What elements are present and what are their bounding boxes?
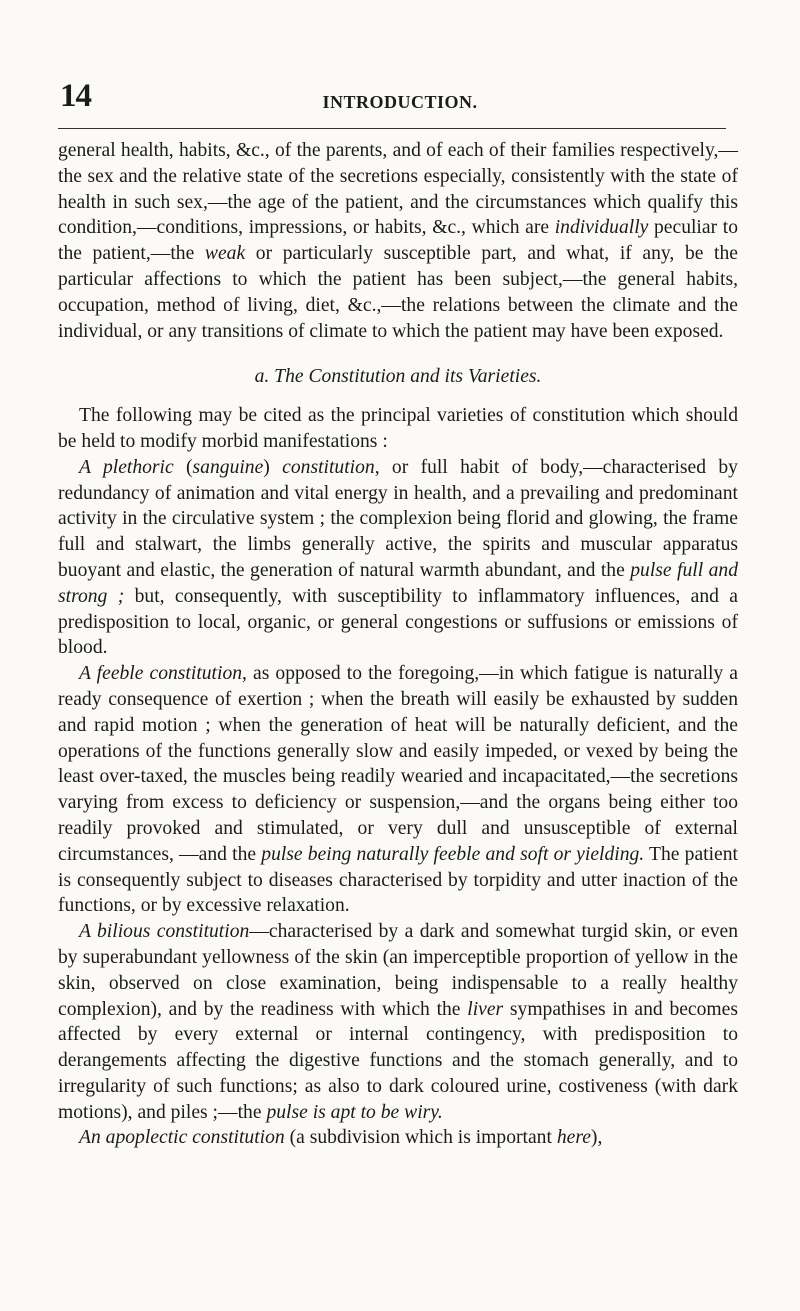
paragraph-feeble: A feeble constitution, as opposed to the foregoing,—in which fatigue is naturally a ready consequence of exertion ; when the breath will easily be exhausted by sudden and rapid motion ; when the generation of heat will be naturally deficient, and the operations of the functions generally slow and easily impeded, or vexed by being the least over-taxed, the muscles being readily wearied and incapacitated,—the secretions varying from excess to deficiency or suspension,—and the organs being either too readily provoked and stimulated, or very dull and unsusceptible of external circumstances, —and the pulse being naturally feeble and soft or yielding. The patient is consequently subject to diseases characterised by torpidity and utter inaction of the functions, or by excessive relaxation. (58, 663, 738, 917)
paragraph-bilious: A bilious constitution—characterised by a dark and somewhat turgid skin, or even by superabundant yellowness of the skin (an imperceptible proportion of yellow in the skin, observed on close examination, being indispensable to a really healthy complexion), and by the readiness with which the liver sympathises in and becomes affected by every external or internal contingency, with predisposition to derangements affecting the digestive functions and the stomach generally, and to irregularity of such functions; as also to dark coloured urine, costiveness (with dark motions), and piles ;—the pulse is apt to be wiry. (58, 921, 738, 1123)
page-header (0, 78, 800, 118)
section-heading: a. The Constitution and its Varieties. (254, 366, 542, 388)
page-number: 14 (60, 78, 91, 114)
body-text (58, 138, 738, 1151)
paragraph-intro: The following may be cited as the principal varieties of constitution which should be held to modify morbid manifestations : (58, 405, 738, 452)
paragraph-apoplectic: An apoplectic constitution (a subdivision which is important here), (79, 1127, 603, 1149)
header-rule (58, 128, 726, 129)
paragraph-continued: general health, habits, &c., of the parents, and of each of their families respectively,—the sex and the relative state of the secretions especially, consistently with the state of health in such sex,—the age of the patient, and the circumstances which qualify this condition,—conditions, impressions, or habits, &c., which are individually peculiar to the patient,—the weak or particularly susceptible part, and what, if any, be the particular affections to which the patient has been subject,—the general habits, occupation, method of living, diet, &c.,—the relations between the climate and the individual, or any transitions of climate to which the patient may have been exposed. (58, 140, 738, 342)
running-title: INTRODUCTION. (322, 92, 478, 112)
paragraph-plethoric: A plethoric (sanguine) constitution, or full habit of body,—characterised by redundancy of animation and vital energy in health, and a prevailing and predominant activity in the circulative system ; the complexion being florid and glowing, the frame full and stalwart, the limbs generally active, the spirits and muscular apparatus buoyant and elastic, the generation of natural warmth abundant, and the pulse full and strong ; but, consequently, with susceptibility to inflammatory influences, and a predisposition to local, organic, or general congestions or suffusions or emissions of blood. (58, 456, 739, 659)
